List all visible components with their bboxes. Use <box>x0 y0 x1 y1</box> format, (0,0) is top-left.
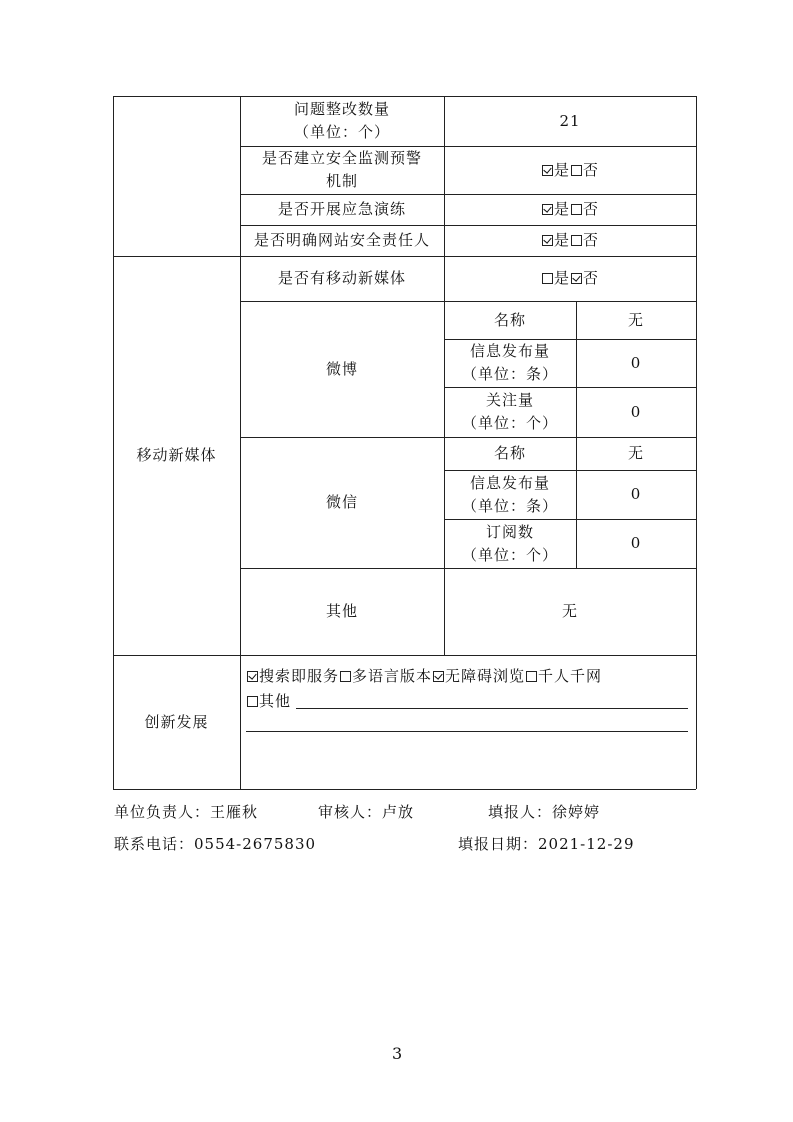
wechat-posts-label-line1: 信息发布量 <box>469 473 550 492</box>
innovation-label: 创新发展 <box>144 712 209 731</box>
weibo-name-value: 无 <box>627 310 644 329</box>
opt-search-label: 搜索即服务 <box>259 667 340 685</box>
weibo-followers-value: 0 <box>630 402 642 421</box>
has-media-yes-label: 是 <box>553 269 570 287</box>
filler: 填报人：徐婷婷 <box>488 803 601 821</box>
weibo-posts-label <box>444 339 576 387</box>
has-media-no-checkbox[interactable] <box>571 273 582 284</box>
opt-accessible-checkbox[interactable] <box>433 671 444 682</box>
weibo-posts-label-line1: 信息发布量 <box>469 342 550 360</box>
wechat-subs-value: 0 <box>630 534 642 552</box>
drill-options <box>444 194 696 225</box>
wechat-posts-label-line2: （单位：条） <box>461 496 558 515</box>
wechat-name-value: 无 <box>627 444 644 462</box>
weibo-followers-label <box>444 387 576 437</box>
monitor-no-checkbox[interactable] <box>571 165 582 176</box>
monitor-yes-checkbox[interactable] <box>542 165 553 176</box>
weibo-posts-label-line2: （单位：条） <box>461 365 558 383</box>
wechat-subs-label <box>444 519 576 568</box>
drill-label: 是否开展应急演练 <box>277 200 406 218</box>
monitor-yes-label: 是 <box>553 160 570 179</box>
opt-personal-checkbox[interactable] <box>526 671 537 682</box>
monitor-mechanism-label <box>240 146 444 194</box>
rectify-count-label <box>240 96 444 146</box>
responsible-no-label: 否 <box>583 231 600 249</box>
weibo-followers-label-line1: 关注量 <box>485 391 534 409</box>
innovation-blank-line[interactable] <box>246 731 688 732</box>
responsible-yes-checkbox[interactable] <box>542 235 553 246</box>
media-other-label: 其他 <box>325 602 358 620</box>
rectify-count-value: 21 <box>559 111 581 130</box>
responsible-yes-label: 是 <box>553 231 570 249</box>
weibo-label: 微博 <box>325 359 358 378</box>
opt-multilang-label: 多语言版本 <box>352 667 433 685</box>
wechat-posts-label <box>444 470 576 519</box>
monitor-no-label: 否 <box>583 160 600 179</box>
opt-other-checkbox[interactable] <box>247 696 258 707</box>
innovation-options-line1 <box>246 665 602 686</box>
has-media-yes-checkbox[interactable] <box>542 273 553 284</box>
rectify-count-label-line2: （单位：个） <box>293 123 390 141</box>
opt-other-label: 其他 <box>259 692 292 710</box>
responsible-no-checkbox[interactable] <box>571 235 582 246</box>
has-media-options <box>444 256 696 301</box>
innovation-options-line2 <box>246 690 291 711</box>
page-number: 3 <box>392 1044 403 1063</box>
opt-personal-label: 千人千网 <box>538 667 603 685</box>
wechat-label: 微信 <box>325 493 358 511</box>
media-other-value: 无 <box>561 602 578 620</box>
weibo-followers-label-line2: （单位：个） <box>461 414 558 432</box>
monitor-mechanism-label-line2: 机制 <box>325 172 358 190</box>
unit-head: 单位负责人：王雁秋 <box>114 803 259 821</box>
drill-no-label: 否 <box>583 200 600 218</box>
reviewer: 审核人：卢放 <box>318 803 415 821</box>
drill-yes-label: 是 <box>553 200 570 218</box>
media-section-label: 移动新媒体 <box>136 446 217 464</box>
opt-accessible-label: 无障碍浏览 <box>445 667 526 685</box>
wechat-subs-label-line1: 订阅数 <box>485 522 534 541</box>
weibo-posts-value: 0 <box>630 353 642 372</box>
drill-yes-checkbox[interactable] <box>542 204 553 215</box>
opt-search-checkbox[interactable] <box>247 671 258 682</box>
wechat-subs-label-line2: （单位：个） <box>461 545 558 564</box>
drill-no-checkbox[interactable] <box>571 204 582 215</box>
has-media-no-label: 否 <box>583 269 600 287</box>
monitor-mechanism-options <box>444 146 696 194</box>
wechat-posts-value: 0 <box>630 485 642 503</box>
has-media-label: 是否有移动新媒体 <box>277 269 406 287</box>
wechat-name-label: 名称 <box>493 444 526 462</box>
opt-multilang-checkbox[interactable] <box>340 671 351 682</box>
monitor-mechanism-label-line1: 是否建立安全监测预警 <box>261 149 422 167</box>
innovation-other-underline[interactable] <box>296 708 688 709</box>
fill-date: 填报日期：2021-12-29 <box>458 835 635 853</box>
responsible-options <box>444 225 696 256</box>
weibo-name-label: 名称 <box>493 310 526 329</box>
contact-phone: 联系电话：0554-2675830 <box>114 835 317 853</box>
rectify-count-label-line1: 问题整改数量 <box>293 100 390 118</box>
responsible-label: 是否明确网站安全责任人 <box>253 231 430 249</box>
